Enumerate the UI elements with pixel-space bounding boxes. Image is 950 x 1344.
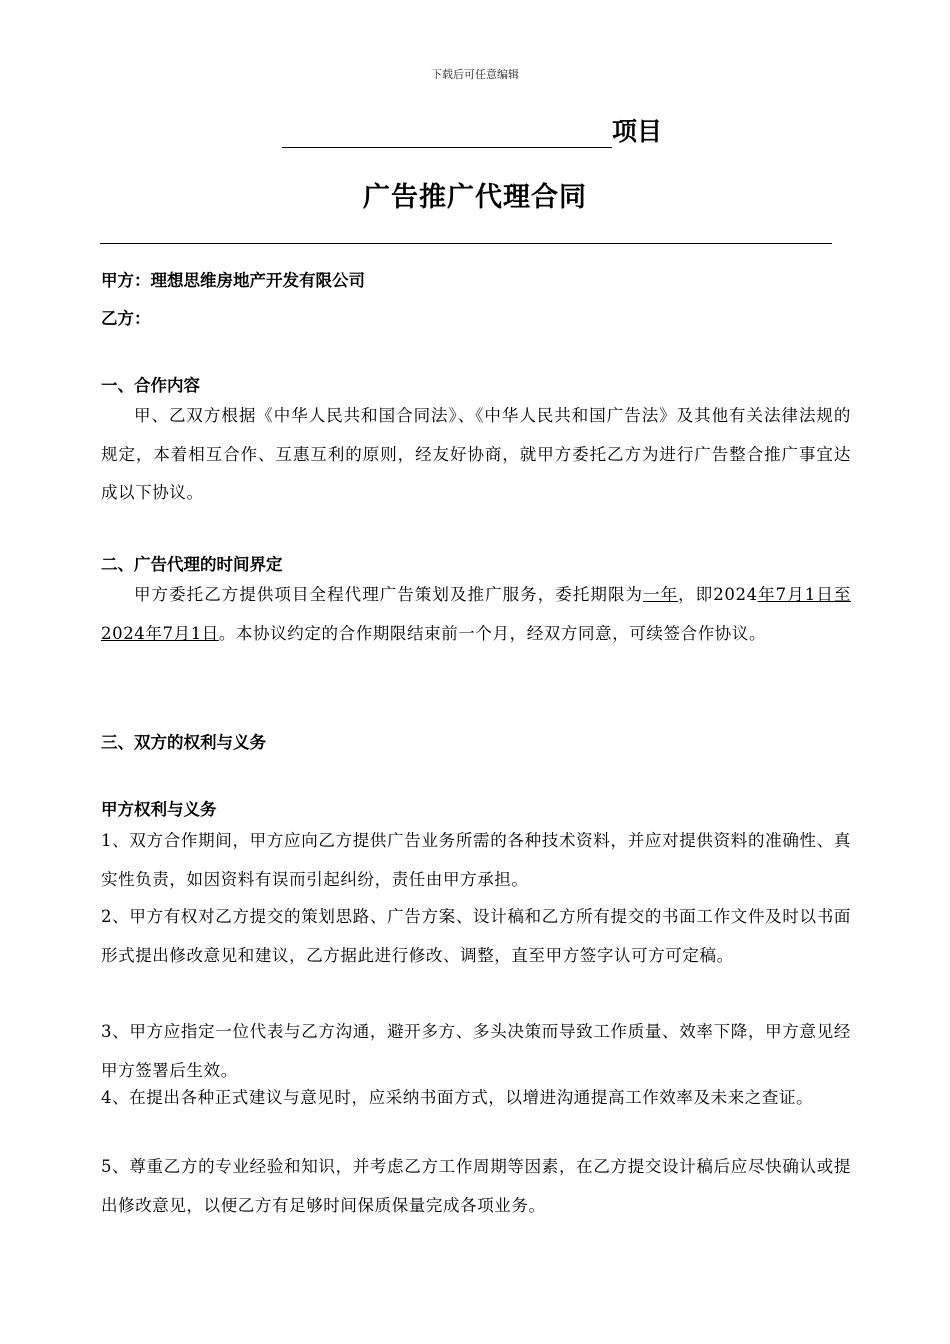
project-name-line (282, 112, 662, 148)
section-2-text-c: 。本协议约定的合作期限结束前一个月，经双方同意，可续签合作协议。 (218, 623, 767, 643)
party-b: 乙方： (101, 309, 151, 328)
rights-item-4: 4、在提出各种正式建议与意见时，应采纳书面方式，以增进沟通提高工作效率及未来之查证。 (101, 1088, 814, 1107)
rights-item-1: 1、双方合作期间，甲方应向乙方提供广告业务所需的各种技术资料，并应对提供资料的准确性、真实性负责，如因资料有误而引起纠纷，责任由甲方承担。 (101, 831, 851, 889)
project-suffix: 项目 (612, 117, 663, 146)
section-3-heading: 三、双方的权利与义务 (101, 733, 266, 752)
date-range: 年7月1日至 2024年7月1日 (101, 585, 851, 643)
rights-item-3: 3、甲方应指定一位代表与乙方沟通，避开多方、多头决策而导致工作质量、效率下降，甲方意见经甲方签署后生效。 (101, 1022, 851, 1080)
section-2-text-a: 甲方委托乙方提供项目全程代理广告策划及推广服务，委托期限为 (134, 585, 644, 604)
section-2-text-b: ，即2024 (678, 585, 758, 604)
header-note: 下载后可任意编辑 (431, 68, 519, 81)
document-title: 广告推广代理合同 (363, 182, 587, 213)
party-a: 甲方：理想思维房地产开发有限公司 (101, 271, 365, 290)
title-divider (100, 243, 832, 244)
rights-item-2: 2、甲方有权对乙方提交的策划思路、广告方案、设计稿和乙方所有提交的书面工作文件及时以书面形式提出修改意见和建议，乙方据此进行修改、调整，直至甲方签字认可方可定稿。 (101, 907, 851, 965)
rights-item-5: 5、尊重乙方的专业经验和知识，并考虑乙方工作周期等因素，在乙方提交设计稿后应尽快确认或提出修改意见，以便乙方有足够时间保质保量完成各项业务。 (101, 1157, 851, 1215)
section-1-body: 甲、乙双方根据《中华人民共和国合同法》、《中华人民共和国广告法》及其他有关法律法规的规定，本着相互合作、互惠互利的原则，经友好协商，就甲方委托乙方为进行广告整合推广事宜达成以下协议。 (101, 406, 851, 502)
section-2-heading: 二、广告代理的时间界定 (101, 555, 283, 574)
project-name-blank (282, 115, 612, 148)
term-duration: 一年 (643, 585, 679, 604)
party-a-rights-heading: 甲方权利与义务 (101, 800, 217, 819)
section-1-heading: 一、合作内容 (101, 376, 200, 395)
section-2-body (101, 576, 851, 653)
